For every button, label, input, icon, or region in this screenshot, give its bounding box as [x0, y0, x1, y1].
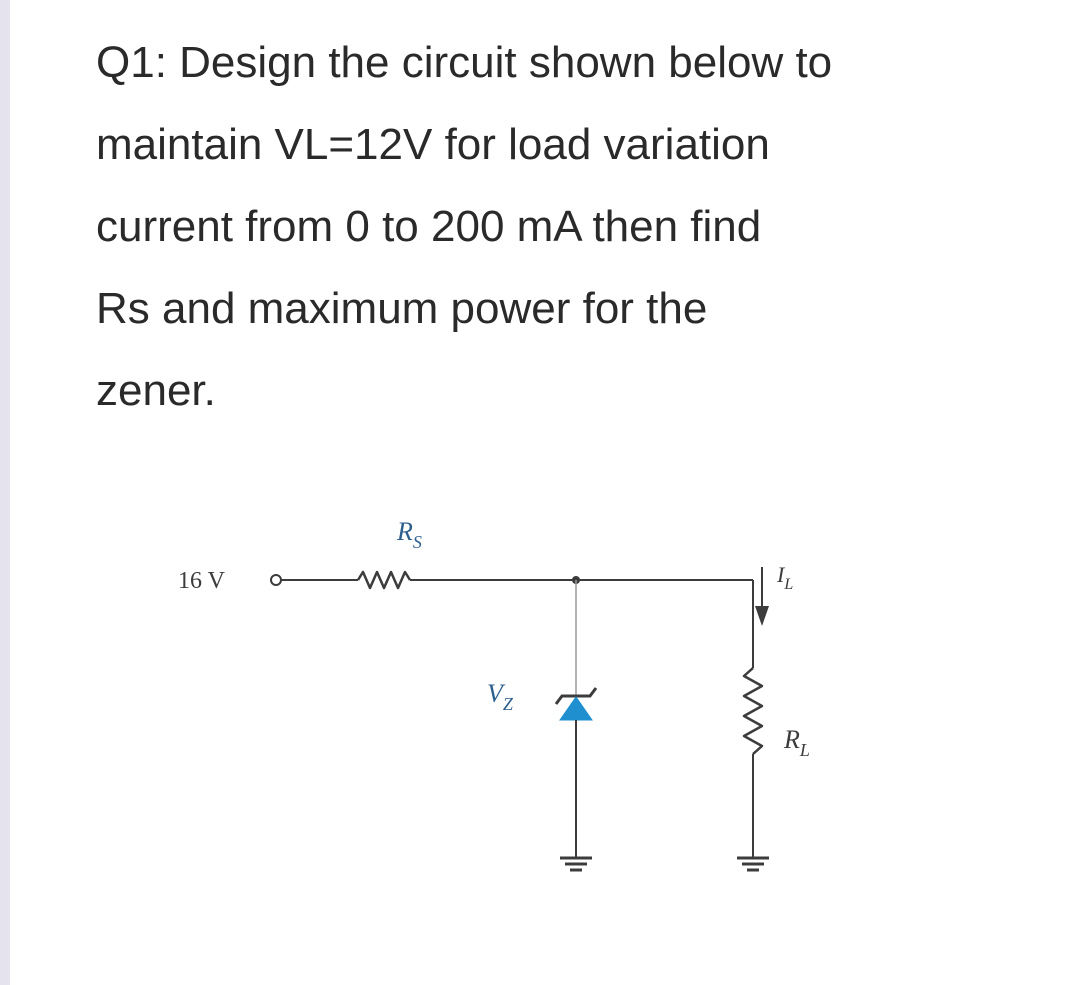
- ground-icon-load: [737, 858, 769, 870]
- load-resistor-icon: [744, 668, 762, 754]
- ground-icon: [560, 858, 592, 870]
- question-line-2: maintain VL=12V for load variation: [96, 120, 770, 169]
- vz-label: $V_Z$: [487, 679, 513, 714]
- question-line-5: zener.: [96, 366, 216, 415]
- source-terminal: [271, 575, 281, 585]
- rl-label: $R_L$: [784, 725, 810, 760]
- source-voltage-label: 16 V: [178, 568, 225, 594]
- il-label: $I_L$: [777, 562, 794, 593]
- zener-diode-icon: [560, 697, 592, 720]
- question-line-3: current from 0 to 200 mA then find: [96, 202, 762, 251]
- question-line-1: Q1: Design the circuit shown below to: [96, 38, 833, 87]
- resistor-icon: [358, 572, 410, 588]
- question-line-4: Rs and maximum power for the: [96, 284, 708, 333]
- current-arrow-icon: [755, 567, 769, 626]
- rs-label: $R_S$: [397, 517, 422, 552]
